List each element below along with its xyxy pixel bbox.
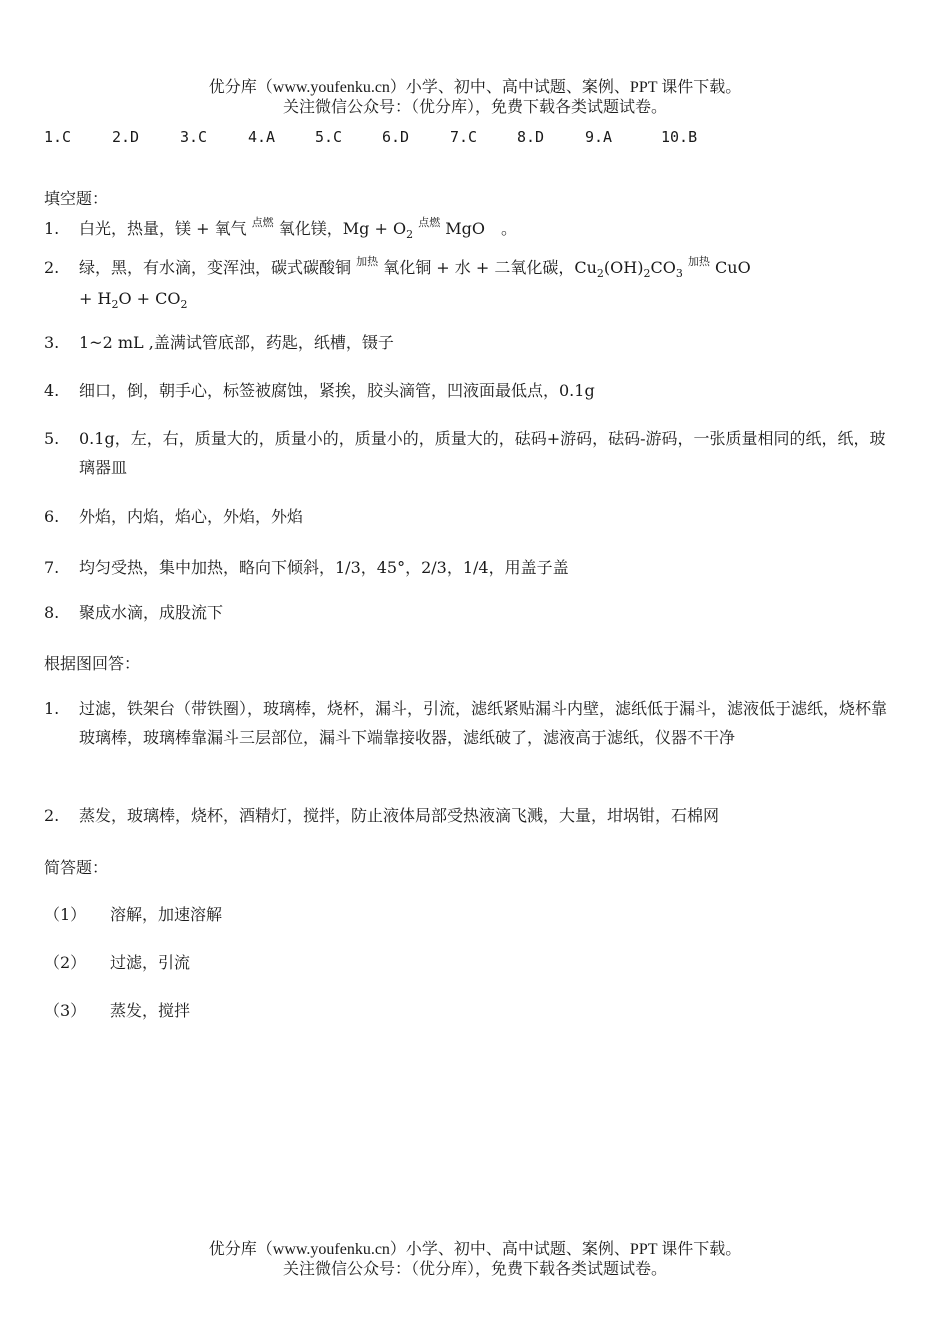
header-line-1: 优分库（www.youfenku.cn）小学、初中、高中试题、案例、PPT 课件下载。 — [208, 79, 742, 96]
item-text: 0.1g，左，右，质量大的，质量小的，质量小的，质量大的，砝码+游码，砝码-游码，一张质量相同的纸，纸，玻璃器皿 — [79, 429, 886, 477]
item-text: 外焰，内焰，焰心，外焰，外焰 — [79, 507, 304, 526]
item-text: 1~2 mL ,盖满试管底部，药匙，纸槽，镊子 — [79, 333, 394, 352]
page-header — [0, 78, 950, 118]
choice-answer: 4.A — [248, 128, 276, 146]
fill-blank-item-3 — [44, 328, 894, 357]
item-number: （2） — [44, 953, 87, 972]
figure-answer-item-2 — [44, 801, 894, 830]
item-text: 聚成水滴，成股流下 — [79, 603, 224, 622]
figure-answer-item-1 — [44, 694, 894, 752]
item-number: 7. — [44, 558, 60, 577]
item-text: 过滤，引流 — [110, 953, 191, 972]
choice-answer: 1.C — [44, 128, 72, 146]
item-number: 6. — [44, 507, 60, 526]
fill-blank-item-7 — [44, 553, 894, 582]
fill-blank-item-8 — [44, 598, 894, 627]
item-number: （3） — [44, 1001, 87, 1020]
reaction-condition: 加热 — [687, 255, 710, 268]
short-answer-item-1 — [44, 902, 222, 925]
fill-blank-item-1 — [44, 214, 894, 245]
item-text: 蒸发，玻璃棒，烧杯，酒精灯，搅拌，防止液体局部受热液滴飞溅，大量，坩埚钳，石棉网 — [79, 806, 720, 825]
item-number: 1. — [44, 219, 60, 238]
choice-answer: 3.C — [180, 128, 208, 146]
page-footer — [0, 1240, 950, 1280]
item-text: 绿，黑，有水滴，变浑浊，碳式碳酸铜 $^{加热}$ 氧化铜 + 水 + 二氧化碳，$Cu_2(OH)_2CO_3$ $^{加热}$ CuO + $H_2O + CO_2$ — [79, 255, 751, 311]
header-line-2: 关注微信公众号：（优分库），免费下载各类试题试卷。 — [282, 99, 667, 116]
item-text: 均匀受热，集中加热，略向下倾斜，1/3，45°，2/3，1/4，用盖子盖 — [79, 558, 569, 577]
item-number: 3. — [44, 333, 60, 352]
short-answers-title: 简答题： — [44, 858, 109, 877]
choice-answer: 6.D — [382, 128, 410, 146]
figure-answers-title: 根据图回答： — [44, 654, 141, 673]
reaction-condition: 点燃 — [418, 216, 441, 229]
short-answer-item-2 — [44, 950, 190, 973]
choice-answer: 10.B — [661, 128, 698, 146]
choice-answer: 8.D — [517, 128, 545, 146]
item-number: （1） — [44, 905, 87, 924]
item-number: 2. — [44, 806, 60, 825]
item-text: 细口，倒，朝手心，标签被腐蚀，紧挨，胶头滴管，凹液面最低点，0.1g — [79, 381, 595, 400]
fill-blank-title: 填空题： — [44, 189, 109, 208]
choice-answer: 7.C — [450, 128, 478, 146]
fill-blank-item-4 — [44, 376, 894, 405]
item-text: 过滤，铁架台（带铁圈），玻璃棒，烧杯，漏斗，引流，滤纸紧贴漏斗内壁，滤纸低于漏斗，滤液低于滤纸，烧杯靠玻璃棒，玻璃棒靠漏斗三层部位，漏斗下端靠接收器，滤纸破了，滤液高于滤纸，仪器不干净 — [79, 699, 888, 747]
footer-line-2: 关注微信公众号：（优分库），免费下载各类试题试卷。 — [282, 1261, 667, 1278]
item-number: 8. — [44, 603, 60, 622]
choice-answer: 9.A — [585, 128, 613, 146]
item-number: 1. — [44, 699, 60, 718]
item-number: 2. — [44, 258, 60, 277]
reaction-condition: 加热 — [356, 255, 379, 268]
choice-answer: 5.C — [315, 128, 343, 146]
choice-answers — [44, 128, 697, 146]
short-answer-item-3 — [44, 998, 190, 1021]
item-text: 溶解，加速溶解 — [110, 905, 223, 924]
choice-answer: 2.D — [112, 128, 140, 146]
fill-blank-item-5 — [44, 424, 894, 482]
fill-blank-item-6 — [44, 502, 894, 531]
item-text: 白光，热量，镁 + 氧气 $^{点燃}$ 氧化镁，$Mg + O_2$ $^{点燃}$ MgO 。 — [79, 216, 518, 241]
item-text: 蒸发，搅拌 — [110, 1001, 191, 1020]
reaction-condition: 点燃 — [251, 216, 274, 229]
item-number: 5. — [44, 429, 60, 448]
item-number: 4. — [44, 381, 60, 400]
fill-blank-item-2 — [44, 253, 894, 315]
footer-line-1: 优分库（www.youfenku.cn）小学、初中、高中试题、案例、PPT 课件下载。 — [208, 1241, 742, 1258]
